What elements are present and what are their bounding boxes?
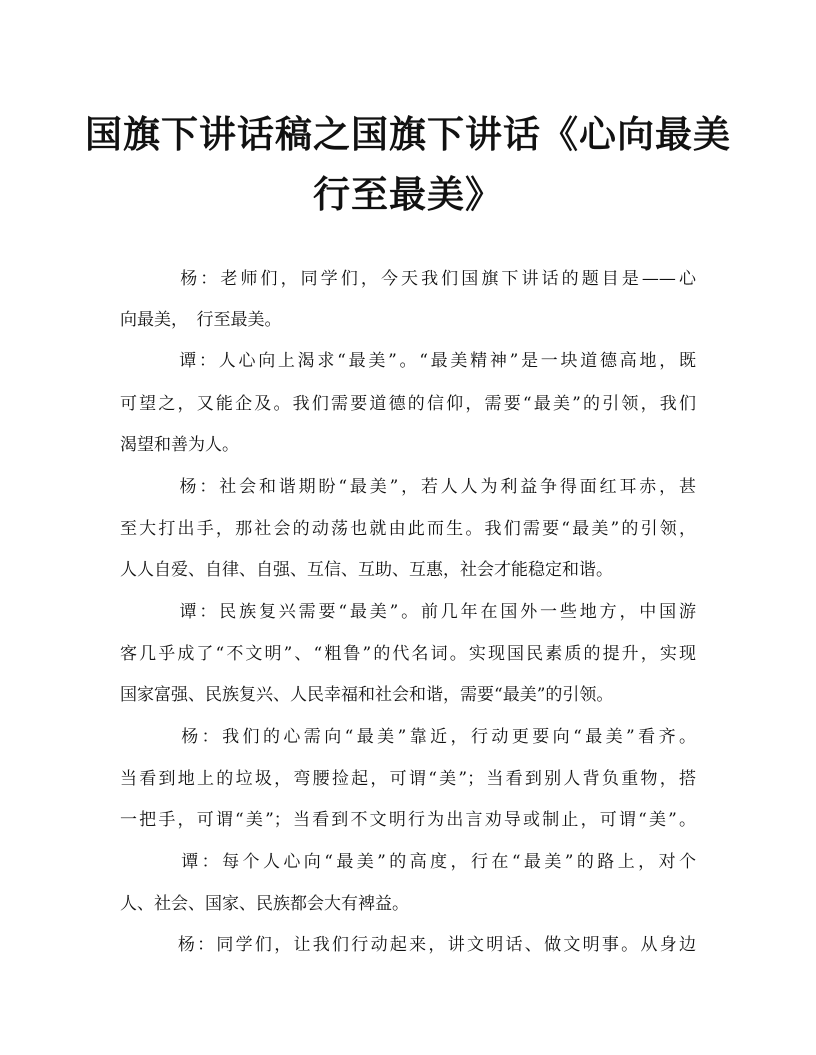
body-line: 谭：每个人心向“最美”的高度，行在“最美”的路上，对个 [120,852,696,872]
body-line: 杨：社会和谐期盼“最美”，若人人为利益争得面红耳赤，甚 [120,477,696,497]
body-line: 渴望和善为人。 [120,435,239,455]
body-line: 向最美， 行至最美。 [120,310,282,330]
body-line: 人、社会、国家、民族都会大有裨益。 [120,894,409,914]
body-line: 杨：老师们，同学们，今天我们国旗下讲话的题目是——心 [120,269,696,289]
document-title-line-1: 国旗下讲话稿之国旗下讲话《心向最美 [85,112,731,156]
body-line: 国家富强、民族复兴、人民幸福和社会和谐，需要“最美”的引领。 [120,685,614,705]
body-line: 客几乎成了“不文明”、“粗鲁”的代名词。实现国民素质的提升，实现 [120,644,696,664]
body-line: 至大打出手，那社会的动荡也就由此而生。我们需要“最美”的引领， [120,519,696,539]
body-line: 杨：同学们，让我们行动起来，讲文明话、做文明事。从身边 [120,935,696,955]
body-line: 人人自爱、自律、自强、互信、互助、互惠，社会才能稳定和谐。 [120,560,613,580]
document-title-line-2: 行至最美》 [313,172,503,216]
body-line: 当看到地上的垃圾，弯腰捡起，可谓“美”；当看到别人背负重物，搭 [120,769,696,789]
body-line: 杨：我们的心需向“最美”靠近，行动更要向“最美”看齐。 [120,727,696,747]
body-line: 谭：民族复兴需要“最美”。前几年在国外一些地方，中国游 [120,602,696,622]
body-line: 谭：人心向上渴求“最美”。“最美精神”是一块道德高地，既 [120,351,696,371]
body-line: 一把手，可谓“美”；当看到不文明行为出言劝导或制止，可谓“美”。 [120,810,696,830]
body-line: 可望之，又能企及。我们需要道德的信仰，需要“最美”的引领，我们 [120,394,696,414]
